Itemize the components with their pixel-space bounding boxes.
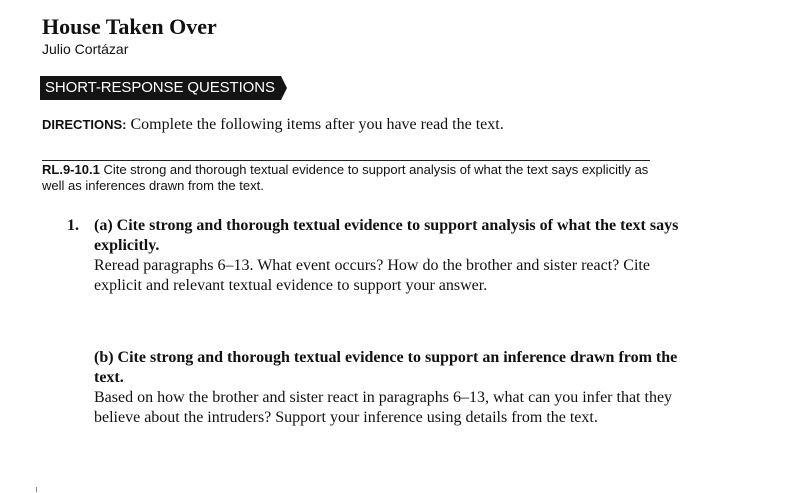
question-part-b — [94, 348, 684, 428]
question-part-a-body: Reread paragraphs 6–13. What event occurs? How do the brother and sister react? Cite explicit and relevant textual evidence to support your answer. — [94, 257, 650, 294]
standard-description — [42, 162, 652, 194]
question-part-b-heading: (b) Cite strong and thorough textual evidence to support an inference drawn from the text. — [94, 349, 678, 386]
author-name: Julio Cortázar — [42, 41, 129, 57]
directions-text: Complete the following items after you have read the text. — [130, 116, 504, 133]
question-part-a — [94, 216, 684, 296]
standard-text: Cite strong and thorough textual evidence to support analysis of what the text says explicitly as well as inferences drawn from the text. — [42, 162, 649, 193]
question-number: 1. — [67, 217, 79, 234]
directions — [42, 115, 504, 135]
directions-label: DIRECTIONS: — [42, 117, 127, 132]
section-banner — [40, 76, 287, 100]
divider-rule — [42, 160, 650, 161]
question-part-b-body: Based on how the brother and sister react in paragraphs 6–13, what can you infer that they believe about the intruders? Support your inference using details from the text. — [94, 389, 673, 426]
question-part-a-heading: (a) Cite strong and thorough textual evidence to support analysis of what the text says explicitly. — [94, 217, 679, 254]
banner-arrow-icon — [281, 76, 287, 100]
section-banner-label: SHORT-RESPONSE QUESTIONS — [40, 76, 281, 100]
page-margin-mark — [36, 487, 37, 492]
standard-code: RL.9-10.1 — [42, 162, 100, 177]
document-title: House Taken Over — [42, 14, 217, 39]
